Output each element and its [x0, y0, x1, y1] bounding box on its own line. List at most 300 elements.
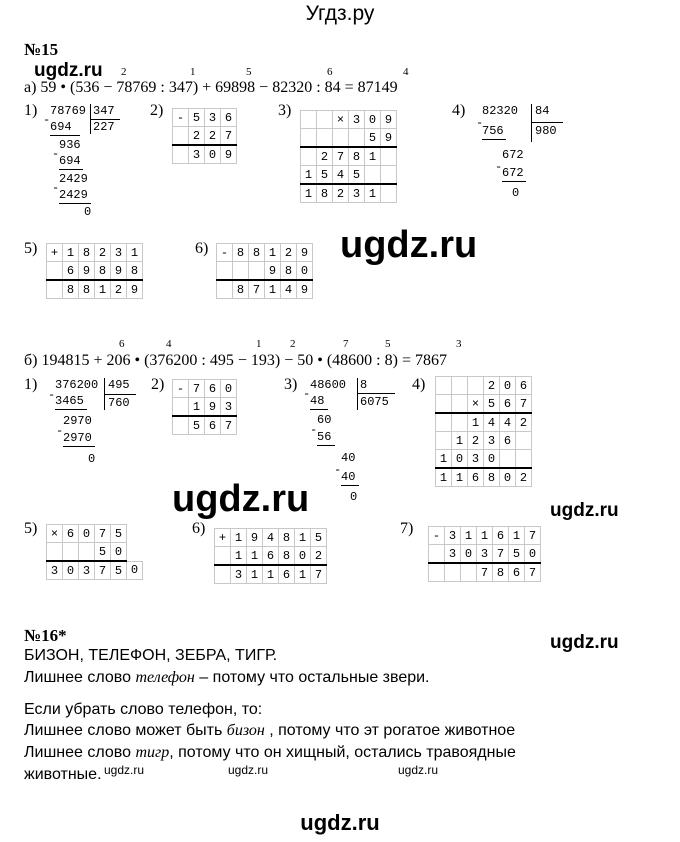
grid-cell: 1 [247, 565, 263, 584]
grid-cell: 1 [231, 529, 247, 547]
grid-cell: 8 [281, 262, 297, 281]
calc-sub [172, 379, 237, 435]
grid-row [47, 561, 143, 580]
grid-row [47, 280, 143, 299]
grid-cell: 8 [233, 244, 249, 262]
grid-cell: 6 [468, 468, 484, 487]
grid-cell [381, 147, 397, 166]
grid-cell: 5 [189, 109, 205, 127]
grid-cell: 1 [301, 166, 317, 185]
grid-row [47, 262, 143, 281]
grid-row [301, 147, 397, 166]
grid-cell: 7 [221, 127, 237, 146]
grid-cell: 9 [247, 529, 263, 547]
step-label: 3) [278, 102, 292, 119]
grid-cell: 3 [468, 450, 484, 469]
grid-cell: 0 [500, 377, 516, 395]
grid-cell: 2 [484, 377, 500, 395]
grid-cell [349, 129, 365, 148]
grid-row [215, 565, 327, 584]
grid-cell: 6 [493, 527, 509, 545]
grid-cell: 7 [189, 380, 205, 398]
grid-cell: 6 [205, 380, 221, 398]
grid-cell: 5 [365, 129, 381, 148]
grid-cell: × [333, 111, 349, 129]
step-label: 1) [24, 376, 38, 393]
remainder: 2970 [63, 414, 92, 428]
remainder: 40 [341, 451, 356, 465]
grid-cell: 1 [436, 468, 452, 487]
grid-cell: 1 [263, 565, 279, 584]
order-mark: 6 [327, 66, 333, 78]
grid-cell: 7 [221, 416, 237, 435]
order-mark: 4 [403, 66, 409, 78]
expression-a: а) 59 • (536 − 78769 : 347) + 69898 − 82320 : 84 = 87149 [24, 79, 398, 96]
grid-row [173, 416, 237, 435]
dividend: 78769 [50, 104, 87, 118]
grid-cell: 0 [79, 525, 95, 543]
grid-cell: 8 [63, 280, 79, 299]
grid-cell: 7 [493, 545, 509, 564]
grid-cell [500, 450, 516, 469]
grid-cell: 0 [205, 145, 221, 164]
remainder: 60 [317, 413, 332, 427]
grid-cell: 1 [63, 244, 79, 262]
grid-cell: 1 [365, 147, 381, 166]
site-title: Угдз.ру [305, 2, 375, 25]
step-label: 4) [452, 102, 466, 119]
grid-cell: - [429, 527, 445, 545]
word-list: БИЗОН, ТЕЛЕФОН, ЗЕБРА, ТИГР. [24, 647, 278, 664]
grid-cell [249, 262, 265, 281]
watermark: ugdz.ru [104, 763, 145, 777]
grid-cell: 2 [317, 147, 333, 166]
order-mark: 3 [456, 338, 462, 350]
grid-cell: 3 [349, 111, 365, 129]
grid-cell: 8 [79, 244, 95, 262]
grid-row [173, 145, 237, 164]
paragraph: Лишнее слово телефон – потому что остальные звери. [24, 669, 430, 686]
grid-cell: 7 [516, 395, 532, 414]
grid-cell: 9 [381, 129, 397, 148]
grid-cell: 0 [295, 547, 311, 566]
grid-cell: 3 [79, 561, 95, 580]
grid-cell: 3 [349, 184, 365, 203]
grid-cell: 7 [249, 280, 265, 299]
dividend: 48600 [310, 378, 347, 392]
order-mark: 2 [290, 338, 296, 350]
task15-header: №15 [24, 40, 59, 59]
step-label: 6) [195, 240, 209, 257]
grid-row [429, 545, 541, 564]
watermark: ugdz.ru [550, 500, 619, 521]
task16-header: №16* [24, 626, 67, 645]
grid-cell: 7 [477, 563, 493, 582]
grid-cell: 7 [95, 561, 111, 580]
order-mark: 1 [256, 338, 262, 350]
dividend: 82320 [482, 104, 519, 118]
grid-cell: 2 [333, 184, 349, 203]
grid-cell: 2 [95, 244, 111, 262]
step-label: 5) [24, 520, 38, 537]
grid-cell: 8 [317, 184, 333, 203]
grid-row [436, 377, 532, 395]
grid-cell [381, 184, 397, 203]
step-label: 5) [24, 240, 38, 257]
grid-row [429, 527, 541, 545]
grid-cell [173, 145, 189, 164]
grid-cell: 1 [295, 565, 311, 584]
grid-cell: 8 [249, 244, 265, 262]
grid-cell: 6 [279, 565, 295, 584]
remainder: 0 [350, 490, 358, 504]
grid-cell: 2 [205, 127, 221, 146]
divisor: 8 [360, 378, 368, 392]
grid-row [301, 129, 397, 148]
calc-add [46, 243, 143, 299]
grid-cell [301, 111, 317, 129]
grid-cell: 1 [509, 527, 525, 545]
expression-b: б) 194815 + 206 • (376200 : 495 − 193) − 50 • (48600 : 8) = 7867 [24, 352, 447, 369]
grid-cell: 9 [297, 280, 313, 299]
grid-cell: 0 [63, 561, 79, 580]
grid-cell: 6 [263, 547, 279, 566]
grid-cell: 2 [311, 547, 327, 566]
grid-cell: 7 [525, 527, 541, 545]
grid-cell: 8 [493, 563, 509, 582]
grid-cell: 3 [484, 432, 500, 450]
grid-cell: + [215, 529, 231, 547]
paragraph: Лишнее слово тигр, потому что он хищный, остались травоядные [24, 744, 516, 761]
grid-cell [445, 563, 461, 582]
grid-cell [461, 563, 477, 582]
calc-sub [172, 108, 237, 164]
quotient: 227 [93, 120, 115, 134]
remainder: 0 [88, 452, 96, 466]
watermark-footer: ugdz.ru [300, 810, 380, 835]
grid-cell: 0 [127, 561, 143, 580]
grid-row [173, 127, 237, 146]
grid-cell [436, 395, 452, 414]
grid-cell: 7 [525, 563, 541, 582]
watermark: ugdz.ru [398, 763, 439, 777]
grid-cell: 3 [477, 545, 493, 564]
grid-cell: 3 [189, 145, 205, 164]
step-label: 6) [192, 520, 206, 537]
grid-cell: 0 [111, 543, 127, 562]
subtrahend: 2429 [59, 188, 88, 202]
grid-cell: 8 [279, 547, 295, 566]
grid-cell: 1 [452, 432, 468, 450]
grid-cell: 1 [436, 450, 452, 469]
grid-cell [516, 432, 532, 450]
remainder: 936 [59, 138, 81, 152]
grid-cell [516, 450, 532, 469]
grid-cell: 1 [231, 547, 247, 566]
subtrahend: 2970 [63, 431, 92, 445]
grid-cell: 9 [297, 244, 313, 262]
grid-cell [173, 127, 189, 146]
grid-cell: 0 [297, 262, 313, 281]
grid-cell: 9 [111, 262, 127, 281]
subtrahend: 694 [50, 120, 72, 134]
grid-row [301, 184, 397, 203]
grid-cell: 1 [461, 527, 477, 545]
grid-row [217, 262, 313, 281]
grid-row [301, 166, 397, 185]
grid-cell: 7 [333, 147, 349, 166]
order-mark: 2 [121, 66, 127, 78]
grid-cell: 6 [500, 395, 516, 414]
grid-row [436, 450, 532, 469]
grid-cell [436, 432, 452, 450]
grid-cell [381, 166, 397, 185]
grid-cell [47, 543, 63, 562]
grid-row [436, 432, 532, 450]
step-label: 2) [150, 102, 164, 119]
grid-cell: - [173, 380, 189, 398]
grid-cell: - [173, 109, 189, 127]
remainder: 2429 [59, 172, 88, 186]
grid-cell [429, 563, 445, 582]
grid-cell: 9 [265, 262, 281, 281]
calc-sub [428, 526, 541, 582]
grid-cell: 3 [221, 398, 237, 417]
calc-mul [435, 376, 532, 487]
grid-cell: 2 [111, 280, 127, 299]
dividend: 376200 [55, 378, 99, 392]
grid-cell [217, 262, 233, 281]
grid-cell [436, 413, 452, 432]
watermark: ugdz.ru [228, 763, 269, 777]
grid-cell [317, 111, 333, 129]
grid-cell: + [47, 244, 63, 262]
grid-cell: 3 [445, 527, 461, 545]
grid-cell: 3 [231, 565, 247, 584]
remainder: 0 [84, 205, 92, 219]
step-label: 1) [24, 102, 38, 119]
grid-cell: 9 [127, 280, 143, 299]
grid-cell: 0 [500, 468, 516, 487]
grid-cell: 3 [47, 561, 63, 580]
subtrahend: 3465 [55, 394, 84, 408]
grid-row [301, 111, 397, 129]
grid-cell: 1 [265, 244, 281, 262]
step-label: 3) [284, 376, 298, 393]
grid-row [217, 280, 313, 299]
grid-row [436, 395, 532, 414]
grid-cell: 4 [500, 413, 516, 432]
grid-cell: 1 [95, 280, 111, 299]
grid-cell [452, 395, 468, 414]
subtrahend: 694 [59, 154, 81, 168]
grid-cell: 1 [189, 398, 205, 417]
divisor: 495 [108, 378, 130, 392]
grid-cell: 9 [221, 145, 237, 164]
order-mark: 5 [246, 66, 252, 78]
grid-cell [452, 377, 468, 395]
grid-cell: 6 [509, 563, 525, 582]
grid-cell: 3 [205, 109, 221, 127]
grid-cell: 5 [349, 166, 365, 185]
grid-cell: 1 [247, 547, 263, 566]
order-mark: 5 [385, 338, 391, 350]
grid-cell: 5 [95, 543, 111, 562]
grid-cell: 1 [127, 244, 143, 262]
grid-cell: 8 [233, 280, 249, 299]
grid-cell: 4 [484, 413, 500, 432]
quotient: 980 [535, 124, 557, 138]
grid-row [47, 525, 143, 543]
grid-cell: 7 [311, 565, 327, 584]
grid-cell: 8 [349, 147, 365, 166]
remainder: 672 [502, 148, 524, 162]
grid-cell: 0 [452, 450, 468, 469]
grid-cell: 5 [111, 561, 127, 580]
calc-sub [216, 243, 313, 299]
quotient: 760 [108, 396, 130, 410]
grid-cell [47, 280, 63, 299]
grid-cell [429, 545, 445, 564]
grid-cell [333, 129, 349, 148]
grid-cell [79, 543, 95, 562]
grid-row [47, 244, 143, 262]
grid-row [173, 380, 237, 398]
grid-cell: 6 [516, 377, 532, 395]
grid-cell: 8 [95, 262, 111, 281]
grid-cell: 9 [79, 262, 95, 281]
grid-row [429, 563, 541, 582]
grid-cell: 3 [445, 545, 461, 564]
grid-cell [301, 147, 317, 166]
grid-row [173, 398, 237, 417]
grid-cell: 5 [189, 416, 205, 435]
step-label: 2) [151, 376, 165, 393]
grid-cell: 2 [516, 413, 532, 432]
grid-cell: 6 [63, 525, 79, 543]
grid-cell: 2 [516, 468, 532, 487]
subtrahend: 56 [317, 430, 332, 444]
subtrahend: 40 [341, 470, 356, 484]
grid-cell: 0 [221, 380, 237, 398]
grid-cell: × [47, 525, 63, 543]
grid-cell: 5 [311, 529, 327, 547]
quotient: 6075 [360, 395, 389, 409]
step-label: 7) [400, 520, 414, 537]
grid-cell: 0 [525, 545, 541, 564]
calc-mul [300, 110, 397, 203]
grid-cell [215, 565, 231, 584]
grid-cell: 1 [301, 184, 317, 203]
grid-cell: 6 [221, 109, 237, 127]
grid-row [215, 547, 327, 566]
grid-cell: 1 [452, 468, 468, 487]
grid-cell: 1 [365, 184, 381, 203]
grid-row [436, 468, 532, 487]
grid-cell [436, 377, 452, 395]
grid-cell: 2 [281, 244, 297, 262]
grid-cell: 4 [281, 280, 297, 299]
order-mark: 7 [343, 338, 349, 350]
grid-cell: 9 [205, 398, 221, 417]
grid-cell [173, 398, 189, 417]
grid-cell [173, 416, 189, 435]
watermark: ugdz.ru [172, 478, 310, 520]
subtrahend: 756 [482, 124, 504, 138]
grid-cell: 6 [205, 416, 221, 435]
step-label: 4) [412, 376, 426, 393]
grid-row [217, 244, 313, 262]
grid-row [47, 543, 143, 562]
grid-cell [215, 547, 231, 566]
paragraph: Лишнее слово может быть бизон , потому что эт рогатое животное [24, 722, 516, 739]
grid-row [173, 109, 237, 127]
grid-row [215, 529, 327, 547]
grid-cell: 5 [111, 525, 127, 543]
order-mark: 6 [119, 338, 125, 350]
grid-cell: × [468, 395, 484, 414]
watermark: ugdz.ru [550, 632, 619, 653]
grid-cell: 8 [127, 262, 143, 281]
grid-cell: 2 [189, 127, 205, 146]
grid-cell [452, 413, 468, 432]
grid-cell: 8 [279, 529, 295, 547]
grid-cell: 1 [295, 529, 311, 547]
grid-cell: 9 [381, 111, 397, 129]
grid-cell [233, 262, 249, 281]
grid-cell: 1 [265, 280, 281, 299]
grid-cell [47, 262, 63, 281]
grid-row [436, 413, 532, 432]
grid-cell: 4 [263, 529, 279, 547]
grid-cell: 6 [63, 262, 79, 281]
grid-cell: 5 [484, 395, 500, 414]
grid-cell: - [217, 244, 233, 262]
grid-cell [365, 166, 381, 185]
grid-cell [317, 129, 333, 148]
subtrahend: 48 [310, 394, 325, 408]
paragraph: Если убрать слово телефон, то: [24, 701, 263, 718]
calc-mul [46, 524, 143, 580]
grid-cell: 5 [509, 545, 525, 564]
grid-cell: 0 [365, 111, 381, 129]
grid-cell: 4 [333, 166, 349, 185]
watermark: ugdz.ru [34, 60, 103, 81]
divisor: 84 [535, 104, 550, 118]
grid-cell: 3 [111, 244, 127, 262]
divisor: 347 [93, 104, 115, 118]
calc-add [214, 528, 327, 584]
subtrahend: 672 [502, 166, 524, 180]
grid-cell: 2 [468, 432, 484, 450]
grid-cell: 6 [500, 432, 516, 450]
grid-cell: 1 [477, 527, 493, 545]
order-mark: 1 [190, 66, 196, 78]
grid-cell: 5 [317, 166, 333, 185]
paragraph: животные. [24, 766, 102, 783]
grid-cell: 0 [484, 450, 500, 469]
remainder: 0 [512, 186, 520, 200]
grid-cell [217, 280, 233, 299]
grid-cell [63, 543, 79, 562]
grid-cell: 7 [95, 525, 111, 543]
grid-cell [468, 377, 484, 395]
order-mark: 4 [166, 338, 172, 350]
watermark: ugdz.ru [340, 224, 478, 266]
grid-cell: 0 [461, 545, 477, 564]
grid-cell: 1 [468, 413, 484, 432]
grid-cell: 8 [79, 280, 95, 299]
